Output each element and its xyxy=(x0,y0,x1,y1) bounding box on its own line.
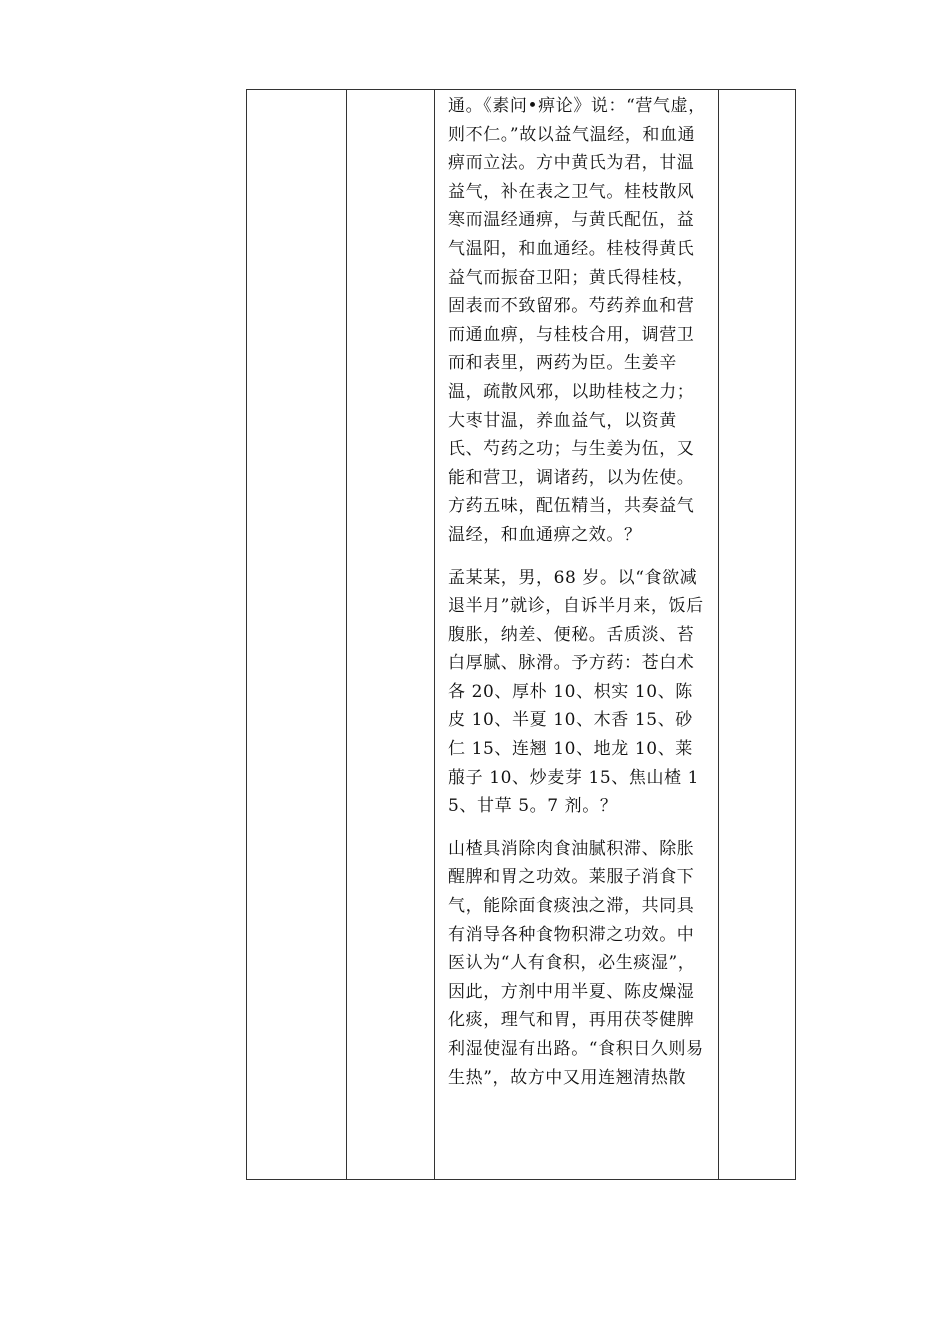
paragraph-case-analysis: 山楂具消除肉食油腻积滞、除胀醒脾和胃之功效。莱服子消食下气，能除面食痰浊之滞，共同具有消导各种食物积滞之功效。中医认为“人有食积，必生痰湿”，因此，方剂中用半夏、陈皮燥湿化痰，理气和胃，再用茯苓健脾利湿使湿有出路。“食积日久则易生热”，故方中又用连翘清热散 xyxy=(448,838,704,1088)
table-cell-col1 xyxy=(247,90,347,1180)
document-table xyxy=(246,89,796,1180)
table-cell-content xyxy=(435,90,719,1180)
table-row xyxy=(247,90,796,1180)
paragraph-formula-analysis: 通。《素问•痹论》说：“营气虚，则不仁。”故以益气温经，和血通痹而立法。方中黄氏为君，甘温益气，补在表之卫气。桂枝散风寒而温经通痹，与黄氏配伍，益气温阳，和血通经。桂枝得黄氏益气而振奋卫阳；黄氏得桂枝，固表而不致留邪。芍药养血和营而通血痹，与桂枝合用，调营卫而和表里，两药为臣。生姜辛温，疏散风邪，以助桂枝之力；大枣甘温，养血益气，以资黄氏、芍药之功；与生姜为伍，又能和营卫，调诸药，以为佐使。方药五味，配伍精当，共奏益气温经，和血通痹之效。？ xyxy=(448,96,706,545)
content-text-block xyxy=(435,90,718,1092)
table-cell-col4 xyxy=(719,90,796,1180)
table-cell-col2 xyxy=(347,90,435,1180)
paragraph-case-record: 孟某某，男，68 岁。以“食欲减退半月”就诊，自诉半月来，饭后腹胀，纳差、便秘。舌质淡、苔白厚腻、脉滑。予方药：苍白术各 20、厚朴 10、枳实 10、陈皮 10、半夏 10、木香 15、砂仁 15、连翘 10、地龙 10、莱菔子 10、炒麦芽 15、焦山楂 15、甘草 5。7 剂。？ xyxy=(448,567,704,817)
